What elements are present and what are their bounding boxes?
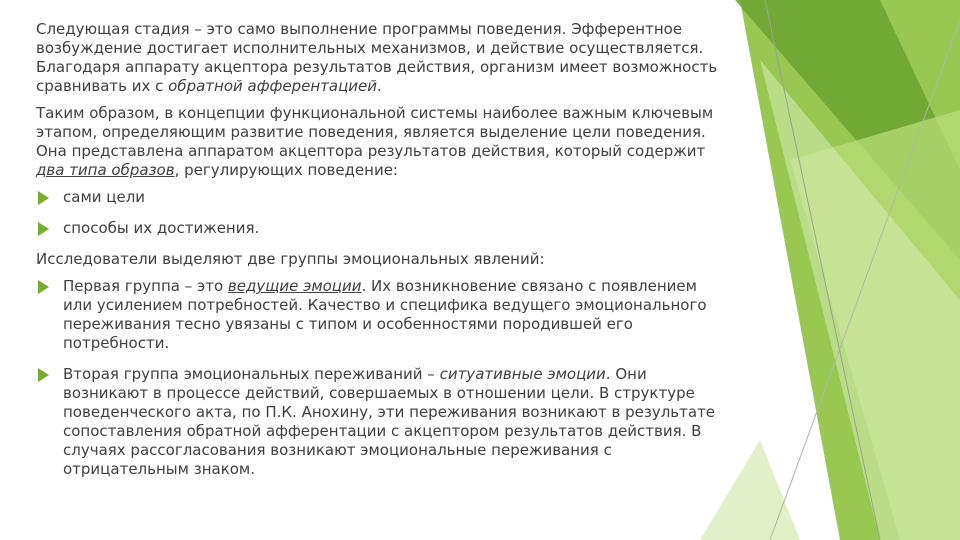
list-item-label: способы их достижения. xyxy=(63,219,260,237)
arrow-bullet-icon xyxy=(38,280,49,294)
g1-end: . Их возникновение связано с появлением или усилением потребностей. Качество и специфика ведущего эмоционального переживания тесно увязаны с типом и особенностями породившей его потребности. xyxy=(63,277,707,352)
paragraph-researchers: Исследователи выделяют две группы эмоциональных явлений: xyxy=(36,250,545,268)
arrow-bullet-icon xyxy=(38,222,49,236)
list-item-situational-emotions xyxy=(36,365,726,479)
p2-text: Таким образом, в концепции функциональной системы наиболее важным ключевым этапом, определяющим развитие поведения, является выделение цели поведения. Она представлена аппаратом акцептора результатов действия, который содержит xyxy=(36,104,714,160)
list-item xyxy=(36,219,726,238)
paragraph-concept xyxy=(36,104,726,180)
p2-emphasis: два типа образов xyxy=(36,161,175,179)
arrow-bullet-icon xyxy=(38,368,49,382)
g2-emphasis: ситуативные эмоции xyxy=(439,365,606,383)
image-types-list xyxy=(36,188,726,238)
arrow-bullet-icon xyxy=(38,191,49,205)
emotion-groups-list xyxy=(36,277,726,479)
p1-end: . xyxy=(377,77,382,95)
g2-end: . Они возникают в процессе действий, совершаемых в отношении цели. В структуре поведенческого акта, по П.К. Анохину, эти переживания возникают в результате сопоставления обратной афферентации с акцептором результатов действия. В случаях рассогласования возникают эмоциональные переживания с отрицательным знаком. xyxy=(63,365,716,478)
p1-emphasis: обратной афферентацией xyxy=(168,77,378,95)
list-item-leading-emotions xyxy=(36,277,726,353)
paragraph-execution xyxy=(36,20,726,96)
g2-text: Вторая группа эмоциональных переживаний – xyxy=(63,365,440,383)
p1-text: Следующая стадия – это само выполнение программы поведения. Эфферентное возбуждение достигает исполнительных механизмов, и действие осуществляется. Благодаря аппарату акцептора результатов действия, организм имеет возможность сравнивать их с xyxy=(36,20,718,95)
g1-text: Первая группа – это xyxy=(63,277,228,295)
p2-end: , регулирующих поведение: xyxy=(174,161,398,179)
list-item xyxy=(36,188,726,207)
g1-emphasis: ведущие эмоции xyxy=(227,277,362,295)
slide-content xyxy=(36,20,726,491)
list-item-label: сами цели xyxy=(63,188,146,206)
